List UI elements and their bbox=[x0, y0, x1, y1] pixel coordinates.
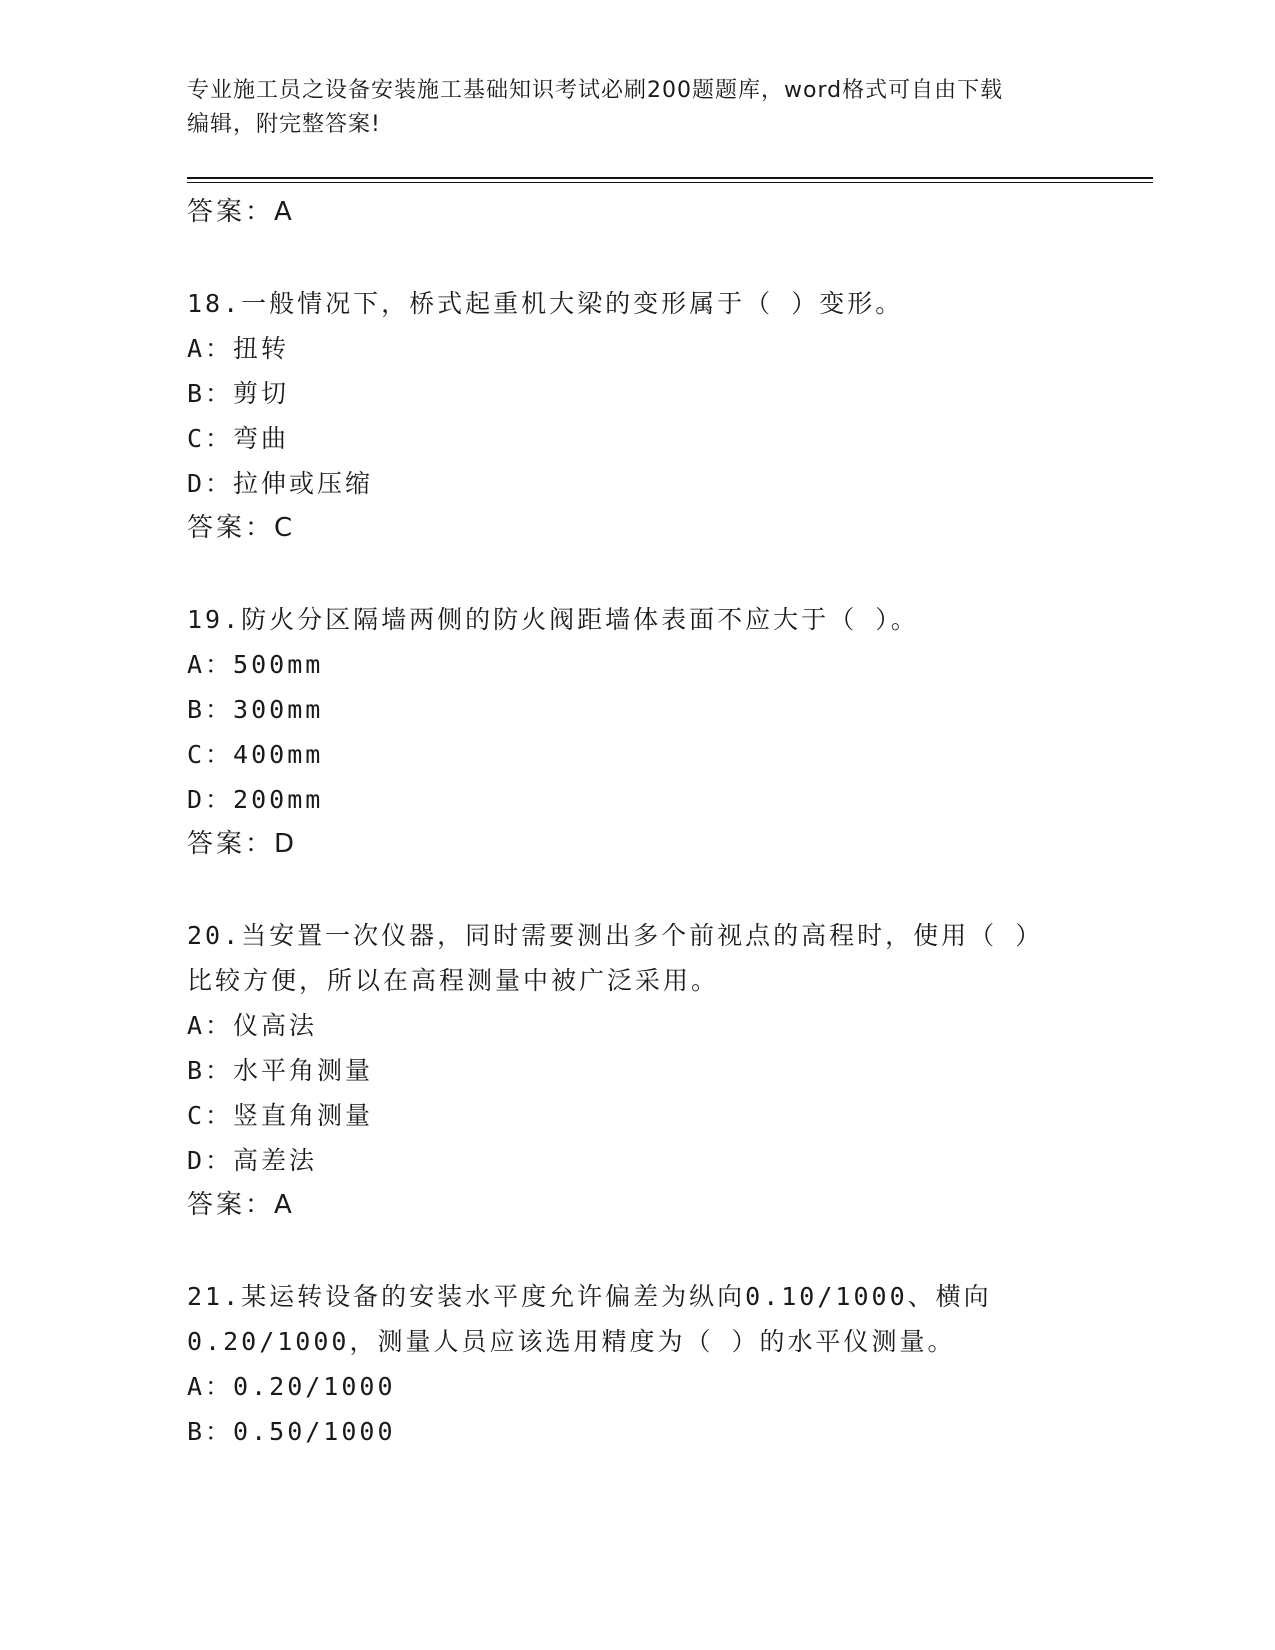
option-b: B：水平角测量 bbox=[187, 1056, 374, 1085]
option-d: D：拉伸或压缩 bbox=[187, 469, 374, 498]
option-c: C：竖直角测量 bbox=[187, 1101, 374, 1130]
spacer bbox=[187, 1228, 1153, 1274]
answer-line: 答案：A bbox=[187, 197, 295, 227]
spacer bbox=[187, 551, 1153, 597]
question-text: 21.某运转设备的安装水平度允许偏差为纵向0.10/1000、横向 bbox=[187, 1282, 992, 1311]
option-a: A：扭转 bbox=[187, 334, 290, 363]
answer-line: 答案：A bbox=[187, 1190, 295, 1220]
option-c: C：弯曲 bbox=[187, 424, 290, 453]
spacer bbox=[187, 235, 1153, 281]
option-b: B：300mm bbox=[187, 695, 324, 724]
header-line-2: 编辑，附完整答案! bbox=[187, 112, 381, 137]
option-d: D：高差法 bbox=[187, 1146, 318, 1175]
question-text: 19.防火分区隔墙两侧的防火阀距墙体表面不应大于（ ）。 bbox=[187, 605, 919, 634]
question-block bbox=[187, 1274, 1153, 1454]
option-b: B：剪切 bbox=[187, 379, 290, 408]
option-c: C：400mm bbox=[187, 740, 324, 769]
option-a: A：500mm bbox=[187, 650, 324, 679]
option-d: D：200mm bbox=[187, 785, 324, 814]
header-line-1: 专业施工员之设备安装施工基础知识考试必刷200题题库，word格式可自由下载 bbox=[187, 78, 1004, 103]
spacer bbox=[187, 867, 1153, 913]
header-divider-thin bbox=[187, 182, 1153, 183]
question-text-continued: 0.20/1000，测量人员应该选用精度为（ ）的水平仪测量。 bbox=[187, 1327, 956, 1356]
question-text: 20.当安置一次仪器，同时需要测出多个前视点的高程时，使用（ ） bbox=[187, 921, 1044, 950]
option-a: A：仪高法 bbox=[187, 1011, 318, 1040]
answer-line: 答案：D bbox=[187, 829, 298, 859]
question-block bbox=[187, 913, 1153, 1228]
question-text-continued: 比较方便，所以在高程测量中被广泛采用。 bbox=[187, 966, 720, 995]
option-b: B：0.50/1000 bbox=[187, 1417, 396, 1446]
question-list bbox=[187, 190, 1153, 1454]
document-header bbox=[187, 74, 1087, 142]
question-block bbox=[187, 281, 1153, 551]
option-a: A：0.20/1000 bbox=[187, 1372, 396, 1401]
header-divider bbox=[187, 177, 1153, 179]
question-text: 18.一般情况下，桥式起重机大梁的变形属于（ ）变形。 bbox=[187, 289, 904, 318]
answer-line: 答案：C bbox=[187, 513, 296, 543]
question-block bbox=[187, 597, 1153, 867]
